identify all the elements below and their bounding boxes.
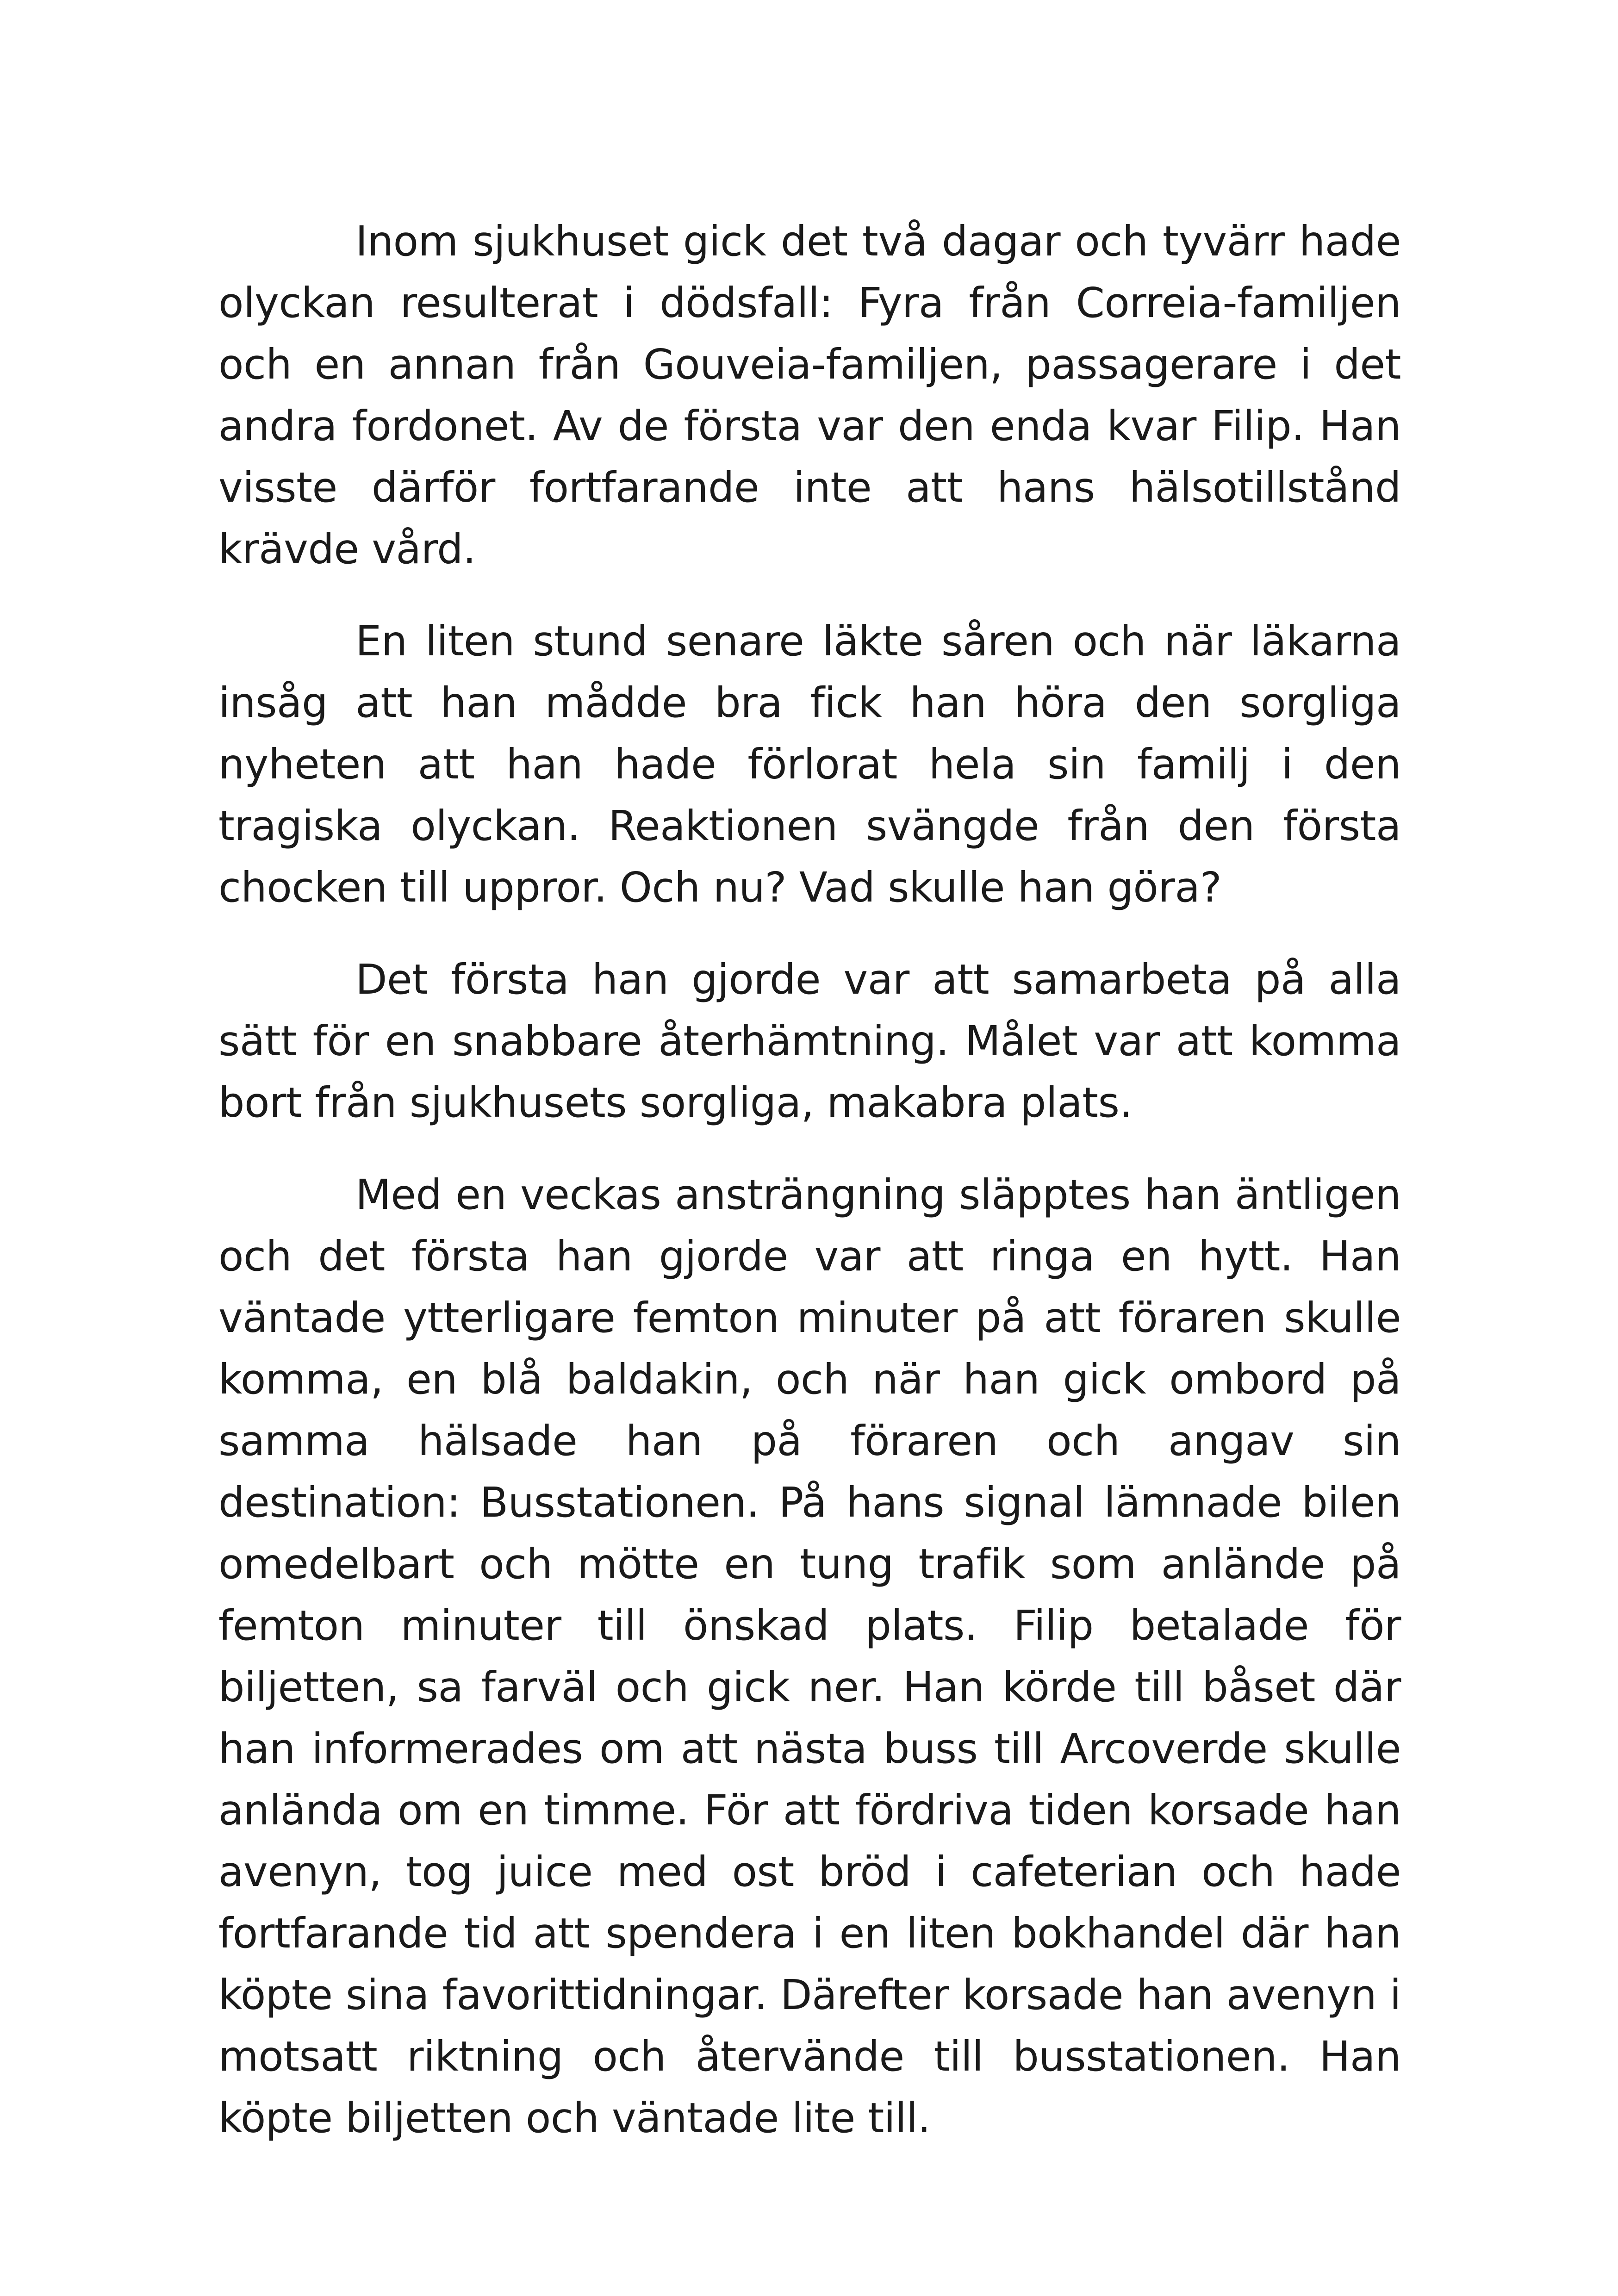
paragraph-1: Inom sjukhuset gick det två dagar och tyvärr hade olyckan resulterat i dödsfall: Fyra från Correia-familjen och en annan från Gouveia-familjen, passagerare i det andra fordonet. Av de första var den enda kvar Filip. Han visste därför fortfarande inte att hans hälsotillstånd krävde vård.: [218, 217, 1401, 573]
body-text: [218, 211, 1401, 2179]
paragraph-2: En liten stund senare läkte såren och när läkarna insåg att han mådde bra fick han höra den sorgliga nyheten att han hade förlorat hela sin familj i den tragiska olyckan. Reaktionen svängde från den första chocken till uppror. Och nu? Vad skulle han göra?: [218, 617, 1401, 911]
paragraph-4: Med en veckas ansträngning släpptes han äntligen och det första han gjorde var att ringa en hytt. Han väntade ytterligare femton minuter på att föraren skulle komma, en blå baldakin, och när han gick ombord på samma hälsade han på föraren och angav sin destination: Busstationen. På hans signal lämnade bilen omedelbart och mötte en tung trafik som anlände på femton minuter till önskad plats. Filip betalade för biljetten, sa farväl och gick ner. Han körde till båset där han informerades om att nästa buss till Arcoverde skulle anlända om en timme. För att fördriva tiden korsade han avenyn, tog juice med ost bröd i cafeterian och hade fortfarande tid att spendera i en liten bokhandel där han köpte sina favorittidningar. Därefter korsade han avenyn i motsatt riktning och återvände till busstationen. Han köpte biljetten och väntade lite till.: [218, 1170, 1401, 2142]
paragraph-3: Det första han gjorde var att samarbeta på alla sätt för en snabbare återhämtning. Målet var att komma bort från sjukhusets sorgliga, makabra plats.: [218, 955, 1401, 1126]
